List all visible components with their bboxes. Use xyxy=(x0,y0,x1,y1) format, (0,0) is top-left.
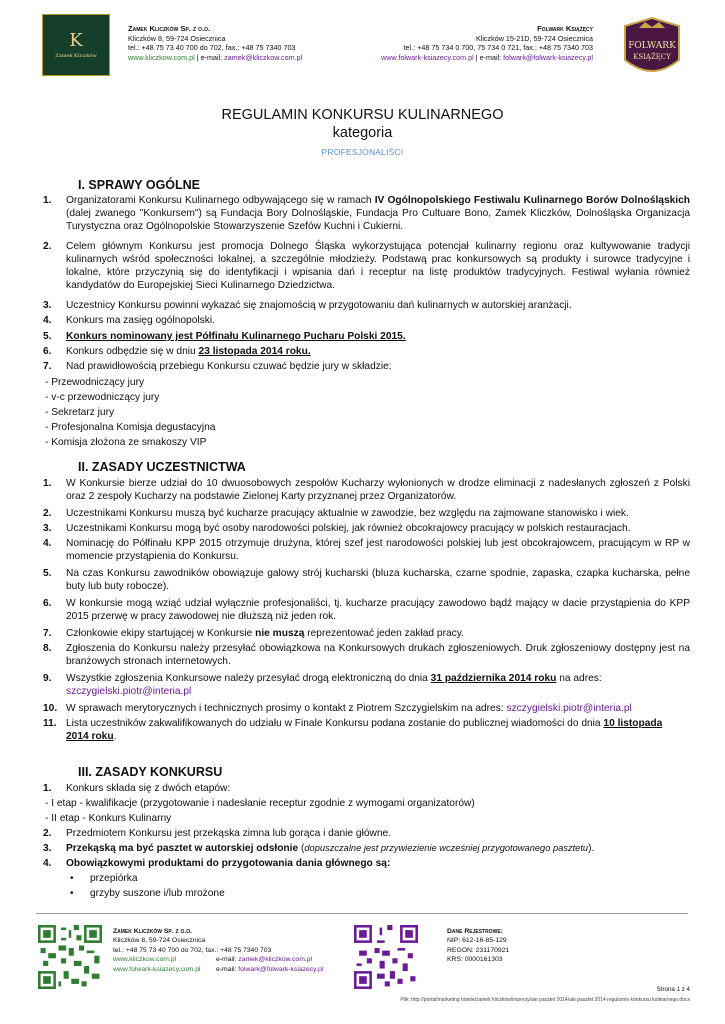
document-subtitle: kategoria xyxy=(332,125,393,141)
footer-phones: tel.: +48 75 73 40 700 do 702, fax.: +48 75 7340 703 xyxy=(113,946,272,954)
header-left-email[interactable]: zamek@kliczkow.com.pl xyxy=(224,52,303,62)
header-right-phones: tel.: +48 75 734 0 700, 75 734 0 721, fax.: +48 75 7340 703 xyxy=(403,43,593,53)
section-3-item-1: Konkurs składa się z dwóch etapów: xyxy=(66,783,231,794)
jury-member: - Sekretarz jury xyxy=(45,407,115,418)
stage-item: - I etap - kwalifikacje (przygotowanie i nadesłanie receptur zgodnie z wymogami organizatorów) xyxy=(45,798,475,809)
section-2-item-5: Na czas Konkursu zawodników obowiązuje galowy strój kucharski (bluza kucharska, czarne spodnie, zapaska, czapka kucharska, pełne buty lub buty robocze). xyxy=(66,568,690,592)
qr-code-folwark xyxy=(354,925,418,989)
section-2-item-7: Członkowie ekipy startującej w Konkursie nie muszą reprezentować jeden zakład pracy. xyxy=(66,628,464,639)
section-1-item-1: Organizatorami Konkursu Kulinarnego odbywającego się w ramach IV Ogólnopolskiego Festiwalu Kulinarnego Borów Dolnośląskich (dalej zwanego "Konkursem") są Fundacja Bory Dolnośląskie, Fundacja Pro Cultuare Bono, Zamek Kliczków, Dolnośląska Organizacja Turystyczna oraz Ogólnopolskie Stowarzyszenie Szefów Kuchni i Cukierni. xyxy=(66,195,690,232)
header-left-phones: tel.: +48 75 73 40 700 do 702, fax.: +48 75 7340 703 xyxy=(128,43,296,53)
ingredient-item: grzyby suszone i/lub mrożone xyxy=(90,888,225,899)
section-3-item-4: Obowiązkowymi produktami do przygotowania dania głównego są: xyxy=(66,858,391,869)
section-1-item-5: Konkurs nominowany jest Półfinału Kulinarnego Pucharu Polski 2015. xyxy=(66,331,406,342)
jury-member: - Profesjonalna Komisja degustacyjna xyxy=(45,422,216,433)
section-2-item-9: Wszystkie zgłoszenia Konkursowe należy przesyłać drogą elektroniczną do dnia 31 października 2014 roku na adres: szczygielski.piotr@interia.pl xyxy=(66,673,602,697)
folwark-ksiazecy-logo xyxy=(617,16,687,82)
contact-email-link[interactable]: szczygielski.piotr@interia.pl xyxy=(66,686,192,697)
footer-website-kliczkow[interactable]: www.kliczkow.com.pl xyxy=(113,956,177,964)
jury-member: - Przewodniczący jury xyxy=(45,377,145,388)
section-2-item-8: Zgłoszenia do Konkursu należy przesyłać obowiązkowa na Konkursowych drukach zgłoszeniowych. Druk zgłoszeniowy dostępny jest na branżowych stronach internetowych. xyxy=(66,643,690,667)
registration-regon: REGON: 231170921 xyxy=(447,946,510,954)
section-1-item-6: Konkurs odbędzie się w dniu 23 listopada 2014 roku. xyxy=(66,346,311,357)
file-path: Plik: http://portal/marketing hotele/zamek kliczków/imprezy/ale pasztet 2014/ale pasztet 2014 regulamin konkursu kulinarnego.docx xyxy=(400,997,690,1003)
section-2-item-11: Lista uczestników zakwalifikowanych do udziału w Finale Konkursu podana zostanie do publicznej wiadomości do dnia 10 listopada 2014 roku. xyxy=(66,718,663,742)
footer-address: Kliczków 8, 59-724 Osiecznica xyxy=(113,937,206,945)
section-2-item-4: Nominację do Półfinału KPP 2015 otrzymuje drużyna, której szef jest narodowości polskiej lub jest obcokrajowcem, pracującym w RP w momencie przystąpienia do Konkursu. xyxy=(66,538,690,562)
header-left-address: Kliczków 8, 59-724 Osiecznica xyxy=(128,33,226,43)
registration-krs: KRS: 0000161303 xyxy=(447,956,503,964)
section-2-item-3: Uczestnikami Konkursu mogą być osoby narodowości polskiej, jak również obcokrajowcy pracujący w polskich restauracjach. xyxy=(66,523,631,534)
jury-member: - Komisja złożona ze smakoszy VIP xyxy=(45,437,207,448)
logo-text: Zamek Kliczków xyxy=(55,53,97,59)
contact-email-link[interactable]: szczygielski.piotr@interia.pl xyxy=(506,703,632,714)
section-3-item-2: Przedmiotem Konkursu jest przekąska zimna lub gorąca i danie główne. xyxy=(66,828,392,839)
logo-monogram: K xyxy=(69,30,83,51)
header-left-website[interactable]: www.kliczkow.com.pl xyxy=(128,52,195,62)
section-1-heading: I. SPRAWY OGÓLNE xyxy=(78,178,201,192)
footer-email-folwark[interactable]: folwark@folwark-ksiazecy.pl xyxy=(238,965,324,973)
section-1-item-7: Nad prawidłowością przebiegu Konkursu czuwać będzie jury w składzie: xyxy=(66,361,392,372)
footer-divider xyxy=(36,913,688,914)
header-right-company: Folwark Książęcy xyxy=(537,24,593,33)
registration-nip: NIP: 612-16-85-129 xyxy=(447,937,507,945)
stage-item: - II etap - Konkurs Kulinarny xyxy=(45,813,172,824)
registration-title: Dane Rejestrowe: xyxy=(447,928,503,935)
jury-member: - v-c przewodniczący jury xyxy=(45,392,160,403)
header-right-website[interactable]: www.folwark-ksiazecy.com.pl xyxy=(381,52,474,62)
header-right-address: Kliczków 15-21D, 59-724 Osiecznica xyxy=(475,33,593,43)
section-1-item-4: Konkurs ma zasięg ogólnopolski. xyxy=(66,315,215,326)
footer-website-folwark[interactable]: www.folwark-ksiazecy.com.pl xyxy=(113,965,201,973)
section-3-item-3: Przekąską ma być pasztet w autorskiej odsłonie (dopuszczalne jest przywiezienie wcześniej przygotowanego pasztetu). xyxy=(66,843,595,854)
section-2-item-6: W konkursie mogą wziąć udział wyłącznie profesjonaliści, tj. kucharze pracujący zawodowo bądź mający w dacie przystąpienia do KPP 2015 przerwę w pracy zawodowej nie dłuższą niż jeden rok. xyxy=(66,598,690,622)
section-3-heading: III. ZASADY KONKURSU xyxy=(78,765,223,779)
section-1-item-3: Uczestnicy Konkursu powinni wykazać się znajomością w przygotowaniu dań kulinarnych w autorskiej aranżacji. xyxy=(66,300,572,311)
footer-company-contact: Zamek Kliczków Sp. z o.o. Kliczków 8, 59-724 Osiecznica tel.: +48 75 73 40 700 do 702, fax.: +48 75 7340 703 www.kliczkow.com.pl e-mail: zamek@kliczkow.com.pl www.folwark-ksiazecy.com.pl e-mail: folwark@folwark-ksiazecy.pl xyxy=(113,928,324,973)
section-2-item-10: W sprawach merytorycznych i technicznych prosimy o kontakt z Piotrem Szczygielskim na adres: szczygielski.piotr@interia.pl xyxy=(66,703,632,714)
category-label: PROFESJONALIŚCI xyxy=(321,147,404,157)
zamek-kliczkow-logo xyxy=(42,14,110,76)
section-2-item-1: W Konkursie bierze udział do 10 dwuosobowych zespołów Kucharzy wyłonionych w drodze eliminacji z nadesłanych zgłoszeń z Polski oraz 2 zespoły Kucharzy na podstawie Zielonej Karty przyznanej przez Organizatorów. xyxy=(66,478,690,502)
document-title: REGULAMIN KONKURSU KULINARNEGO xyxy=(221,107,504,123)
section-1-item-2: Celem głównym Konkursu jest promocja Dolnego Śląska wykorzystująca potencjał kulinarny regionu oraz kultywowanie tradycji kulinarnych wśród społeczności lokalnej, a szczególnie młodzieży. Podstawą prac konkursowych są produkty i surowce tradycyjne i lokalne, które przyczynią się do identyfikacji i wpisania dań i receptur na listę produktów tradycyjnych. Festiwal wyłania również kandydatów do Europejskiej Sieci Kulinarnego Dziedzictwa. xyxy=(66,241,690,291)
footer-registration xyxy=(447,927,509,965)
footer-company: Zamek Kliczków Sp. z o.o. xyxy=(113,928,193,935)
section-2-heading: II. ZASADY UCZESTNICTWA xyxy=(78,460,246,474)
qr-code-kliczkow xyxy=(38,925,102,989)
bullet-icon: • xyxy=(70,888,74,899)
header-left-contact: Zamek Kliczków Sp. z o.o. Kliczków 8, 59-724 Osiecznica tel.: +48 75 73 40 700 do 702, fax.: +48 75 7340 703 www.kliczkow.com.pl | e-mail: zamek@kliczkow.com.pl xyxy=(128,24,303,62)
header-left-company: Zamek Kliczków Sp. z o.o. xyxy=(128,24,211,33)
header-right-contact: Folwark Książęcy Kliczków 15-21D, 59-724 Osiecznica tel.: +48 75 734 0 700, 75 734 0 721, fax.: +48 75 7340 703 www.folwark-ksiazecy.com.pl | e-mail: folwark@folwark-ksiazecy.pl xyxy=(381,24,593,62)
header-right-email[interactable]: folwark@folwark-ksiazecy.pl xyxy=(503,52,593,62)
ingredient-item: przepiórka xyxy=(90,873,138,884)
page-number: Strona 1 z 4 xyxy=(656,986,690,993)
logo-text-ksiazecy: KSIĄŻĘCY xyxy=(633,53,671,61)
logo-text-folwark: FOLWARK xyxy=(628,41,676,51)
footer-email-zamek[interactable]: zamek@kliczkow.com.pl xyxy=(238,956,313,964)
bullet-icon: • xyxy=(70,873,74,884)
section-2-item-2: Uczestnikami Konkursu muszą być kucharze pracujący aktualnie w zawodzie, bez względu na zajmowane stanowisko i wiek. xyxy=(66,508,629,519)
